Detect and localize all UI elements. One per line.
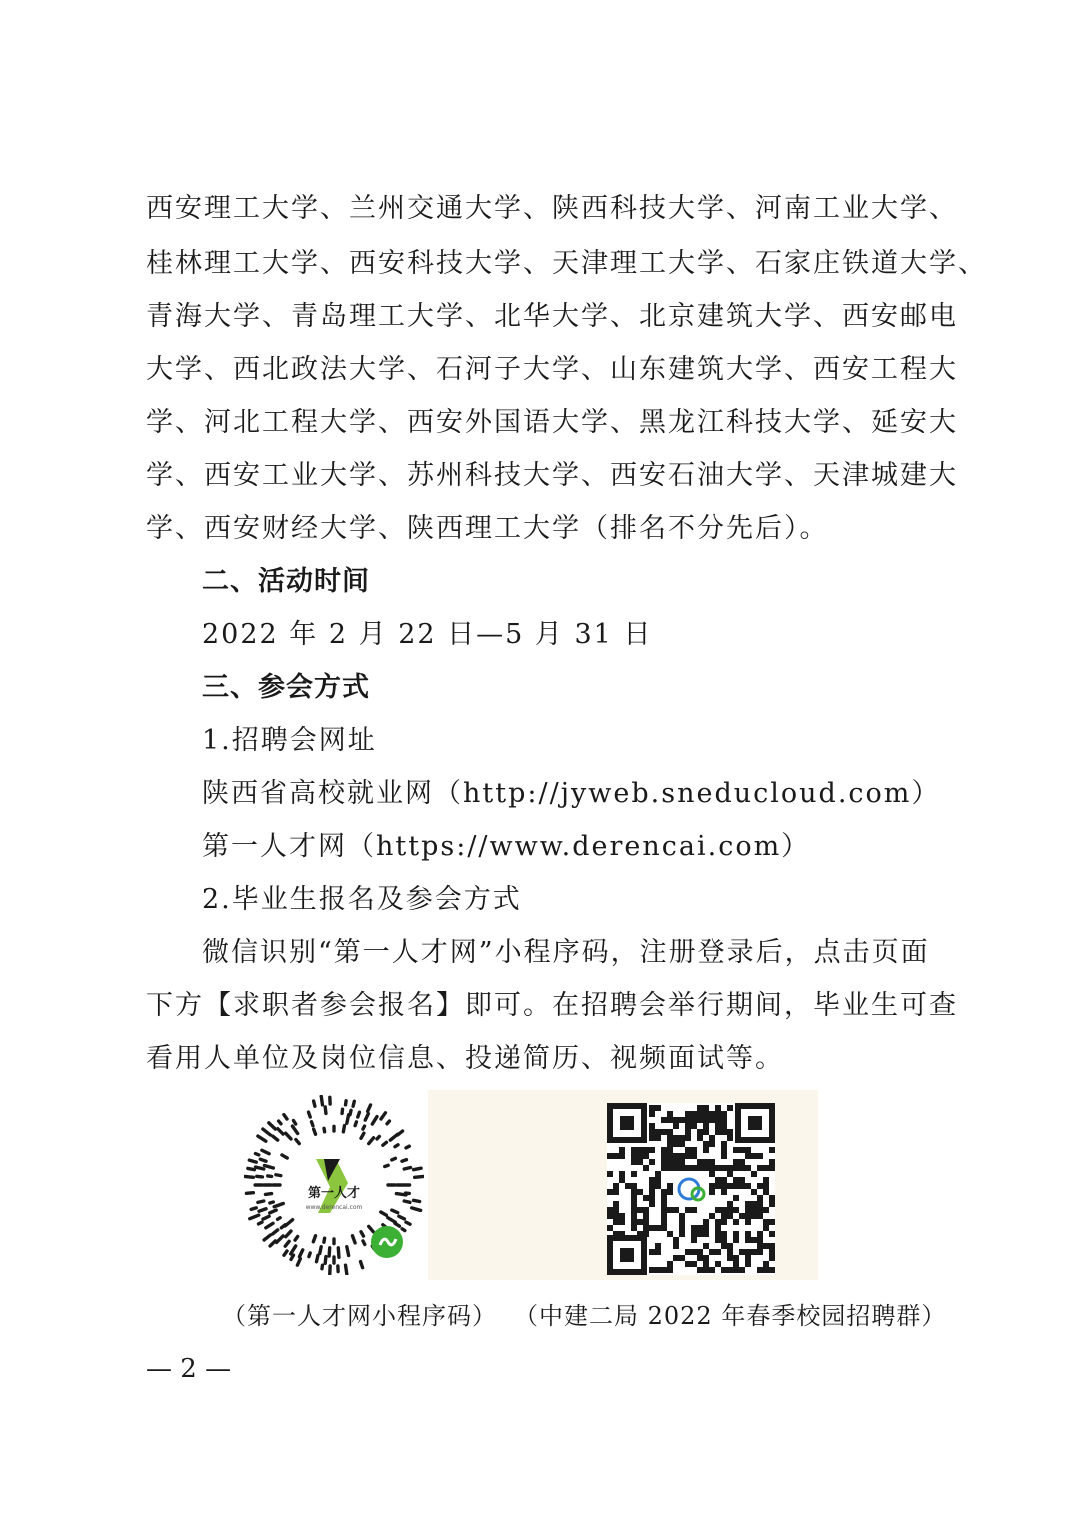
section-heading-method: 三、参会方式 xyxy=(202,672,370,703)
paragraph-line: 西安理工大学、兰州交通大学、陕西科技大学、河南工业大学、 xyxy=(146,193,958,224)
right-qr-caption: （中建二局 2022 年春季校园招聘群） xyxy=(514,1302,947,1330)
site-link-shaanxi: 陕西省高校就业网（http://jyweb.sneducloud.com） xyxy=(202,778,941,809)
subsection-title-registration: 2.毕业生报名及参会方式 xyxy=(202,884,522,915)
paragraph-line: 大学、西北政法大学、石河子大学、山东建筑大学、西安工程大 xyxy=(146,354,958,385)
paragraph-line: 下方【求职者参会报名】即可。在招聘会举行期间，毕业生可查 xyxy=(146,990,958,1021)
paragraph-line: 学、西安财经大学、陕西理工大学（排名不分先后）。 xyxy=(146,513,829,544)
left-qr-caption: （第一人才网小程序码） xyxy=(222,1302,497,1330)
site-link-derencai: 第一人才网（https://www.derencai.com） xyxy=(202,831,811,862)
paragraph-line: 青海大学、青岛理工大学、北华大学、北京建筑大学、西安邮电 xyxy=(146,301,958,332)
logo-text: 第一人才 xyxy=(307,1186,361,1201)
paragraph-line: 学、西安工业大学、苏州科技大学、西安石油大学、天津城建大 xyxy=(146,460,958,491)
miniprogram-code-graphic xyxy=(244,1095,424,1275)
activity-date: 2022 年 2 月 22 日—5 月 31 日 xyxy=(202,619,653,650)
paragraph-line: 微信识别“第一人才网”小程序码，注册登录后，点击页面 xyxy=(202,937,930,968)
subsection-title-url: 1.招聘会网址 xyxy=(202,725,377,756)
wechat-group-qr xyxy=(607,1103,775,1275)
section-heading-time: 二、活动时间 xyxy=(202,566,370,597)
miniprogram-code xyxy=(244,1095,424,1275)
wechat-group-qr-graphic xyxy=(607,1103,775,1275)
paragraph-line: 看用人单位及岗位信息、投递简历、视频面试等。 xyxy=(146,1043,784,1074)
page-number: — 2 — xyxy=(146,1354,232,1384)
paragraph-line: 学、河北工程大学、西安外国语大学、黑龙江科技大学、延安大 xyxy=(146,407,958,438)
logo-url: www.derencai.com xyxy=(305,1204,363,1211)
paragraph-line: 桂林理工大学、西安科技大学、天津理工大学、石家庄铁道大学、 xyxy=(146,248,987,279)
